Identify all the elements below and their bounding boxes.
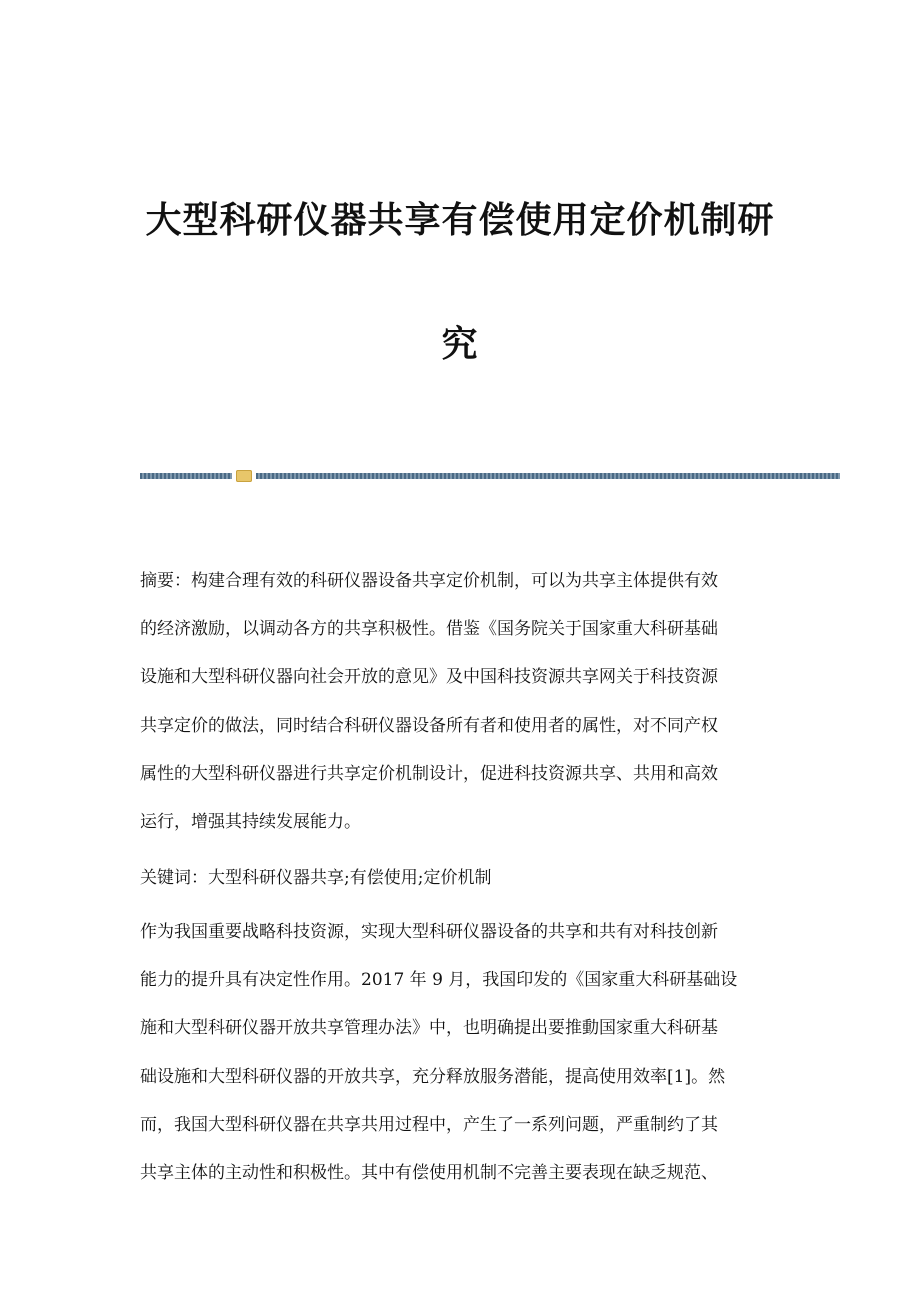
body-line: 共享主体的主动性和积极性。其中有偿使用机制不完善主要表现在缺乏规范、 [140, 1162, 718, 1183]
body-paragraph [140, 917, 780, 1206]
keywords-paragraph [140, 863, 780, 911]
abstract-line: 属性的大型科研仪器进行共享定价机制设计，促进科技资源共享、共用和高效 [140, 763, 718, 784]
body-line: 施和大型科研仪器开放共享管理办法》中，也明确提出要推動国家重大科研基 [140, 1018, 718, 1039]
document-title-line-1: 大型科研仪器共享有偿使用定价机制研 [145, 199, 775, 241]
body-line: 作为我国重要战略科技资源，实现大型科研仪器设备的共享和共有对科技创新 [140, 922, 718, 942]
divider-bar-right [256, 473, 840, 479]
divider-ornament-icon [236, 470, 252, 482]
abstract-paragraph [140, 566, 780, 855]
keywords-line: 关键词：大型科研仪器共享;有偿使用;定价机制 [140, 868, 492, 888]
title-divider [140, 470, 840, 482]
abstract-line: 共享定价的做法，同时结合科研仪器设备所有者和使用者的属性，对不同产权 [140, 715, 718, 736]
divider-bar-left [140, 473, 232, 479]
body-line: 础设施和大型科研仪器的开放共享，充分释放服务潜能，提高使用效率[1]。然 [140, 1066, 726, 1087]
body-line: 而，我国大型科研仪器在共享共用过程中，产生了一系列问题，严重制约了其 [140, 1114, 718, 1135]
document-title-line-2: 究 [441, 323, 479, 365]
abstract-line: 摘要：构建合理有效的科研仪器设备共享定价机制，可以为共享主体提供有效 [140, 571, 718, 591]
abstract-line: 设施和大型科研仪器向社会开放的意见》及中国科技资源共享网关于科技资源 [140, 667, 718, 688]
body-line: 能力的提升具有决定性作用。2017 年 9 月，我国印发的《国家重大科研基础设 [140, 970, 738, 991]
abstract-line: 运行，增强其持续发展能力。 [140, 811, 361, 832]
abstract-line: 的经济激励，以调动各方的共享积极性。借鉴《国务院关于国家重大科研基础 [140, 619, 718, 640]
